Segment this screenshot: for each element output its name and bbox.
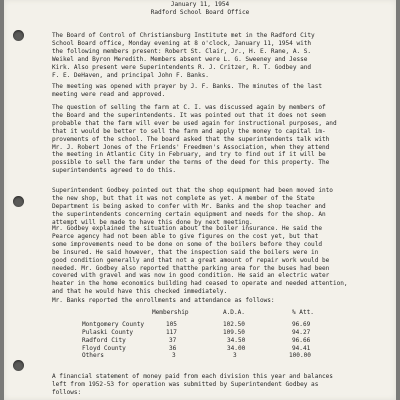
text-line: be insured. He said however, that the inspection said the boilers were in: [52, 248, 319, 256]
table-cell: 105: [166, 320, 177, 328]
column-header: A.D.A.: [223, 309, 245, 316]
column-header: Membership: [152, 309, 189, 316]
table-row: [82, 329, 382, 337]
text-line: that it would be better to sell the farm and apply the money to capital im-: [52, 127, 326, 135]
table-cell: 96.69: [292, 320, 311, 328]
meeting-location: Radford School Board Office: [150, 9, 250, 16]
minutes-header: [4, 1, 396, 17]
text-line: needed. Mr. Godbey also reported thatthe parking area for the buses had been: [52, 264, 330, 272]
paragraph-opening: [52, 83, 382, 99]
text-line: attempt will be made to have this done by next meeting.: [52, 218, 253, 226]
text-line: the following members present: Robert St. Clair, Jr., H. E. Rane, A. S.: [52, 47, 312, 55]
table-header-row: [82, 309, 382, 317]
table-row: [82, 352, 382, 360]
paragraph-enrollment-intro: [52, 297, 382, 305]
paragraph-boiler-insurance: [52, 225, 382, 296]
table-cell: Montgomery County: [82, 320, 145, 328]
text-line: Superintendent Godbey pointed out that the shop equipment had been moved into: [52, 187, 333, 194]
text-line: Department is being asked to confer with Mr. Banks and the shop teacher and: [52, 202, 326, 210]
text-line: covered with gravel and was now in good condition. He said an electric water: [52, 272, 330, 280]
text-line: The meeting was opened with prayer by J. F. Banks. The minutes of the last: [52, 83, 323, 90]
meeting-minutes: [4, 0, 396, 396]
text-line: meeting were read and approved.: [52, 90, 166, 98]
text-line: A financial statement of money paid from each division this year and balances: [52, 373, 333, 380]
text-line: The question of selling the farm at C. I. was discussed again by members of: [52, 104, 326, 111]
punch-hole: [13, 196, 24, 207]
text-line: School Board office, Monday evening at 8 o'clock, January 11, 1954 with: [52, 39, 312, 47]
text-line: probable that the farm will ever be used again for instructional purposes, and: [52, 119, 337, 127]
table-cell: 3: [172, 352, 176, 360]
text-line: left from 1952-53 for operation was submitted by Superintendent Godbey as: [52, 380, 319, 388]
text-line: possible to sell the farm under the terms of the deed for this property. The: [52, 159, 330, 167]
table-cell: 102.50: [223, 320, 245, 328]
column-header: % Att.: [292, 309, 314, 316]
table-cell: 34.00: [227, 344, 246, 352]
text-line: Mr. Banks reported the enrollments and attendance as follows:: [52, 297, 275, 304]
table-cell: 36: [169, 344, 177, 352]
text-line: Mr. J. Robert Jones of the Friends' Freedmen's Association, when they attend: [52, 143, 330, 151]
punch-hole: [13, 30, 24, 41]
paragraph-attendance-members: [52, 32, 382, 79]
table-cell: 117: [166, 328, 177, 336]
text-line: and that he would have this checked immediately.: [52, 288, 228, 296]
text-line: F. E. DeHaven, and principal John F. Banks.: [52, 71, 209, 79]
table-cell: Floyd County: [82, 344, 126, 352]
table-cell: 100.00: [289, 352, 311, 360]
table-row: [82, 337, 382, 345]
text-line: Weikel and Byron Meredith. Members absent were L. G. Sweeney and Jesse: [52, 55, 308, 63]
table-row: [82, 321, 382, 329]
text-line: follows:: [52, 388, 82, 396]
text-line: the meeting in Atlantic City in February, and try to find out if it will be: [52, 151, 326, 159]
text-line: superintendents agreed to do this.: [52, 167, 177, 175]
text-line: the superintendents concerning certain equipment and needs for the shop. An: [52, 210, 326, 218]
paragraph-financial-statement: [52, 373, 382, 397]
text-line: Mr. Godbey explained the situation about the boiler insurance. He said the: [52, 225, 323, 232]
table-cell: 34.50: [227, 336, 246, 344]
attendance-table: [82, 309, 382, 360]
text-line: Kirk. Also present were Superintendents R. J. Critzer, R. T. Godbey and: [52, 63, 312, 71]
table-cell: 94.27: [292, 328, 311, 336]
text-line: the new shop, but that it was not complete as yet. A member of the State: [52, 194, 315, 202]
text-line: good condition generally and that not a great amount of repair work would be: [52, 256, 330, 264]
table-cell: Pulaski County: [82, 328, 134, 336]
text-line: provements of the school. The board asked that the superintendents talk with: [52, 135, 330, 143]
paragraph-shop-equipment: [52, 187, 382, 227]
table-cell: Radford City: [82, 336, 126, 344]
table-row: [82, 345, 382, 353]
table-cell: Others: [82, 352, 104, 360]
text-line: some improvements need to be done on some of the boilers before they could: [52, 240, 323, 248]
punch-hole: [13, 360, 24, 371]
table-cell: 96.66: [292, 336, 311, 344]
text-line: The Board of Control of Christiansburg Institute met in the Radford City: [52, 32, 315, 39]
table-cell: 3: [233, 352, 237, 360]
text-line: heater in the home economics building had ceased to operate and needed attention,: [52, 280, 348, 288]
document-page: [4, 0, 396, 400]
paragraph-farm-sale: [52, 104, 382, 175]
table-cell: 37: [169, 336, 177, 344]
meeting-date: January 11, 1954: [170, 1, 230, 8]
table-cell: 94.41: [292, 344, 311, 352]
table-cell: 109.50: [223, 328, 245, 336]
text-line: the Board and the superintendents. It was pointed out that it does not seem: [52, 111, 326, 119]
text-line: Pearce agency had not been able to give figures on the cost yet, but that: [52, 232, 319, 240]
